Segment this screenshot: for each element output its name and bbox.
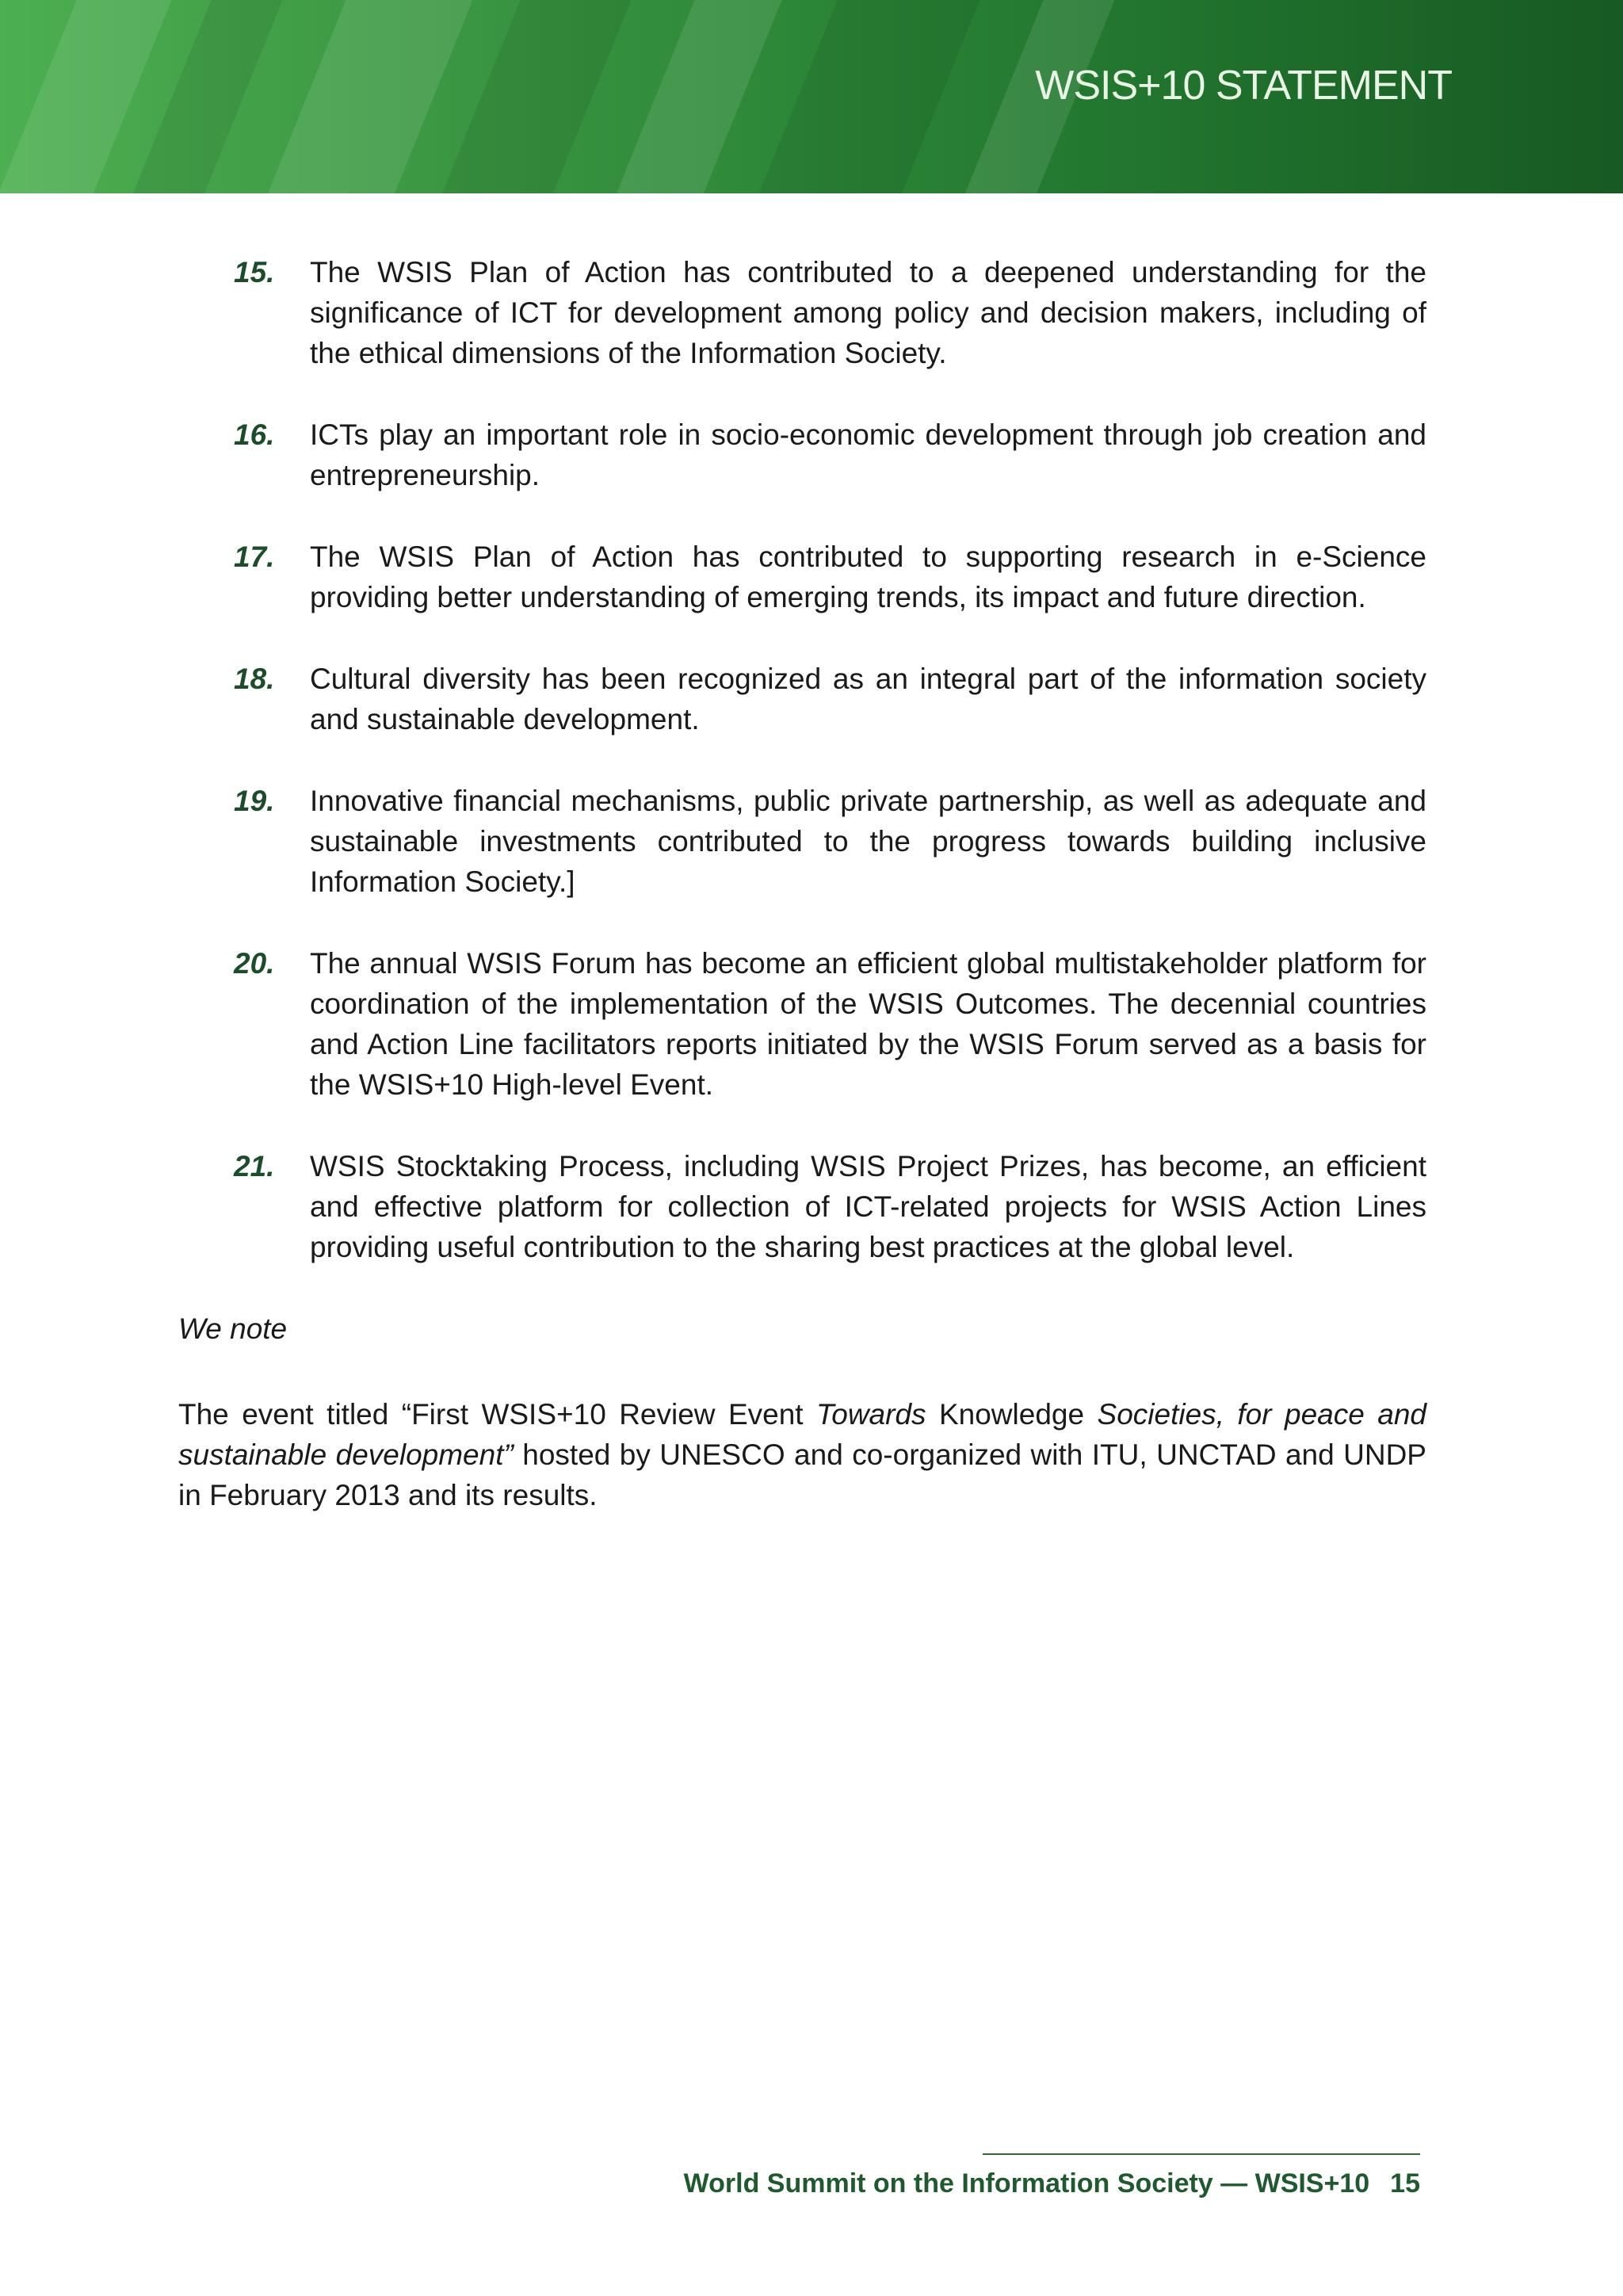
page-number: 15: [1390, 2168, 1420, 2199]
main-content: [178, 252, 1426, 1515]
note-text-5: hosted by UNESCO and co-organized with ITU, UNCTAD and UNDP in February 2013 and its results.: [178, 1438, 1426, 1511]
item-text: The WSIS Plan of Action has contributed to supporting research in e-Science providing better understanding of emerging trends, its impact and future direction.: [310, 541, 1426, 613]
footer-title: World Summit on the Information Society — WSIS+10: [683, 2168, 1370, 2199]
note-text-3: Knowledge: [926, 1398, 1098, 1431]
list-item: [178, 1146, 1426, 1267]
item-number: 15.: [234, 256, 275, 288]
header-banner: [0, 0, 1623, 193]
item-number: 20.: [234, 947, 275, 980]
item-number: 21.: [234, 1150, 275, 1182]
we-note-label: We note: [178, 1312, 288, 1345]
item-number: 19.: [234, 785, 275, 817]
note-paragraph: [178, 1394, 1426, 1515]
list-item: [178, 252, 1426, 373]
list-item: [178, 659, 1426, 739]
item-number: 18.: [234, 663, 275, 695]
item-number: 16.: [234, 418, 275, 451]
item-text: ICTs play an important role in socio-economic development through job creation and entrepreneurship.: [310, 418, 1426, 491]
header-title: WSIS+10 STATEMENT: [1035, 63, 1452, 109]
note-text-1: The event titled “First WSIS+10 Review Event: [178, 1398, 817, 1431]
item-text: The annual WSIS Forum has become an efficient global multistakeholder platform for coordination of the implementation of the WSIS Outcomes. The decennial countries and Action Line facilitators reports initiated by the WSIS Forum served as a basis for the WSIS+10 High-level Event.: [310, 947, 1426, 1101]
list-item: [178, 415, 1426, 495]
item-text: Cultural diversity has been recognized as an integral part of the information society and sustainable development.: [310, 663, 1426, 735]
item-text: WSIS Stocktaking Process, including WSIS Project Prizes, has become, an efficient and effective platform for collection of ICT-related projects for WSIS Action Lines providing useful contribution to the sharing best practices at the global level.: [310, 1150, 1426, 1263]
item-text: Innovative financial mechanisms, public private partnership, as well as adequate and sustainable investments contributed to the progress towards building inclusive Information Society.]: [310, 785, 1426, 898]
footer-divider: [983, 2153, 1420, 2155]
list-item: [178, 943, 1426, 1105]
list-item: [178, 781, 1426, 902]
note-text-2: Towards: [816, 1398, 926, 1431]
item-number: 17.: [234, 541, 275, 573]
note-text-4: Societies, for peace and sustainable development”: [178, 1398, 1426, 1471]
item-text: The WSIS Plan of Action has contributed to a deepened understanding for the significance of ICT for development among policy and decision makers, including of the ethical dimensions of the Information Society.: [310, 256, 1426, 369]
footer: [684, 2168, 1420, 2199]
list-item: [178, 537, 1426, 617]
